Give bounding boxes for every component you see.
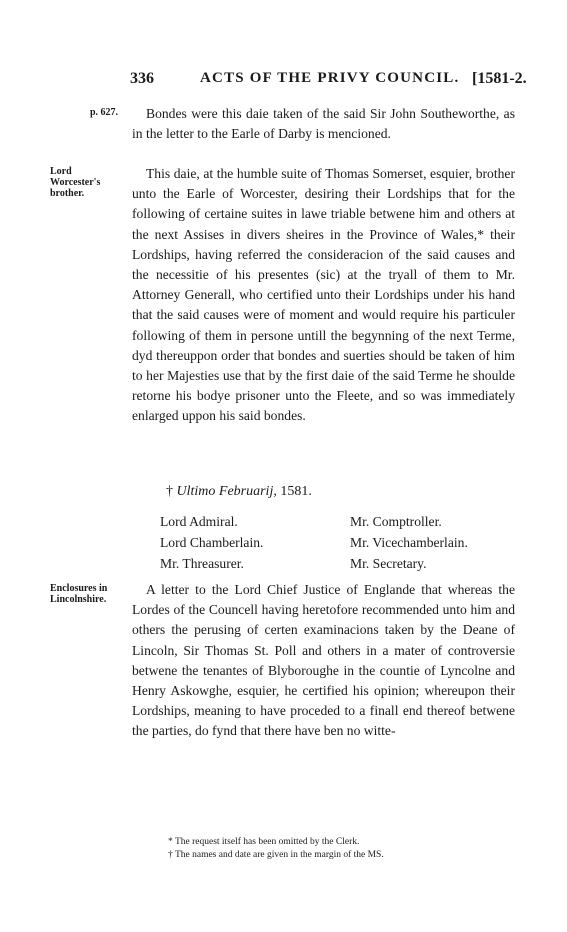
margin-note-lord-worcester: Lord Worcester's brother. — [50, 166, 101, 199]
attendee-left-1: Lord Admiral. — [160, 514, 238, 529]
attendee-right-1: Mr. Comptroller. — [350, 514, 442, 529]
footnote-1: * The request itself has been omitted by the Clerk. — [168, 837, 360, 847]
margin-note-enclosures: Enclosures in Lincolnshire. — [50, 583, 108, 605]
paragraph-bondes: Bondes were this daie taken of the said Sir John Southeworthe, as in the letter to the Earle of Darby is mencioned. — [132, 106, 515, 142]
header-year: [1581-2. — [472, 70, 527, 87]
paragraph-letter: A letter to the Lord Chief Justice of Englande that whereas the Lordes of the Councell having heretofore recommended unto him and others the perusing of certen examinacions taken by the Deane of Lincoln, Sir Thomas St. Poll and others in a mater of controversie betwene the tenantes of Blyboroughe in the countie of Lyncolne and Henry Askowghe, esquier, he certified his opinion; whereupon their Lordships, meaning to have proceded to a finall end thereof betwene the parties, do fynd that there have ben no witte- — [132, 582, 515, 739]
margin-page-ref: p. 627. — [90, 107, 119, 118]
running-header — [0, 70, 567, 94]
running-title: ACTS OF THE PRIVY COUNCIL. — [200, 70, 460, 86]
meeting-date — [166, 484, 312, 500]
dagger-mark: † — [166, 484, 173, 499]
attendee-right-3: Mr. Secretary. — [350, 556, 427, 571]
attendee-left-2: Lord Chamberlain. — [160, 535, 264, 550]
footnote-2: † The names and date are given in the margin of the MS. — [168, 850, 384, 860]
paragraph-somerset: This daie, at the humble suite of Thomas Somerset, esquier, brother unto the Earle of Worcester, desiring their Lordships that for the following of certaine suites in lawe triable betwene him and others at the next Assises in divers sheires in the Province of Wales,* their Lordships, having referred the consideracion of the said causes and the necessitie of his presentes (sic) at the tryall of them to Mr. Attorney Generall, who certified unto their Lordships under his hand that the said causes were of moment and would require his particuler following of them in persone untill the begynning of the next Terme, dyd thereuppon order that bondes and suerties should be taken of him to her Majesties use that by the first daie of the said Terme he shoulde retorne his bodye prisoner unto the Fleete, and so was immediately enlarged uppon his said bondes. — [132, 166, 515, 424]
meeting-year: 1581. — [280, 484, 312, 499]
attendee-left-3: Mr. Threasurer. — [160, 556, 244, 571]
attendee-right-2: Mr. Vicechamberlain. — [350, 535, 468, 550]
meeting-date-text: Ultimo Februarij, — [176, 484, 277, 499]
page-number: 336 — [130, 70, 154, 87]
